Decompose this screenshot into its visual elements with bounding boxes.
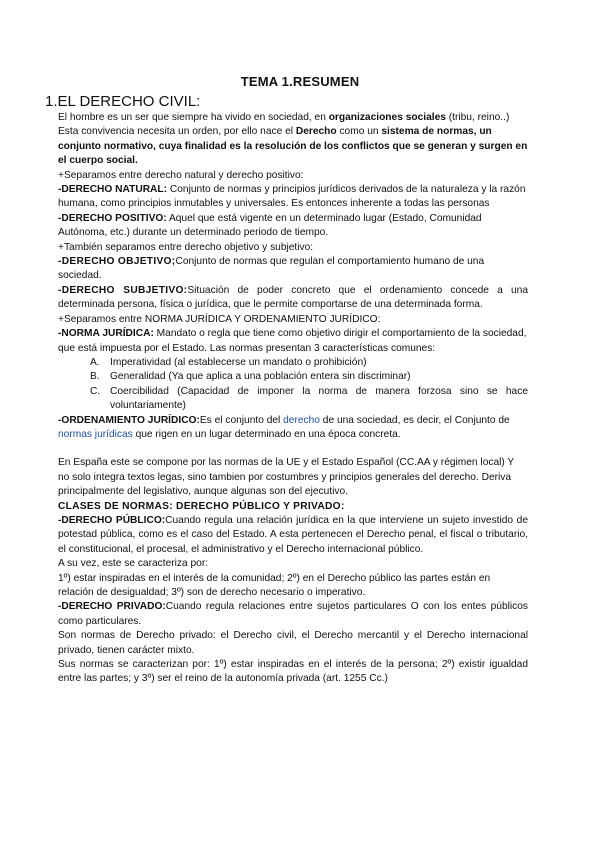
intro-paragraph bbox=[58, 111, 528, 169]
text-norma: Mandato o regla que tiene como objetivo dirigir el comportamiento de la sociedad, que está impuesta por el Estado. Las normas presentan 3 características comunes: bbox=[58, 328, 527, 354]
list-item-text: Generalidad (Ya que aplica a una población entera sin discriminar) bbox=[110, 371, 411, 383]
term-privado: -DERECHO PRIVADO: bbox=[58, 601, 166, 613]
text-positivo: Aquel que está vigente en un determinado lugar (Estado, Comunidad Autónoma, etc.) durante un determinado periodo de tiempo. bbox=[58, 212, 482, 239]
list-item bbox=[58, 385, 528, 414]
list-marker: A. bbox=[90, 356, 100, 368]
intro-text-2: (tribu, reino..) Esta convivencia necesita un orden, por ello nace el bbox=[58, 112, 510, 138]
term-positivo: -DERECHO POSITIVO: bbox=[58, 212, 167, 224]
ordenamiento-text-1: Es el conjunto del bbox=[199, 414, 284, 426]
privado-normas: Son normas de Derecho privado: el Derecho civil, el Derecho mercantil y el Derecho internacional privado, tienen carácter mixto. bbox=[58, 630, 528, 656]
list-item bbox=[58, 356, 528, 370]
list-marker: B. bbox=[90, 371, 100, 383]
term-ordenamiento: -ORDENAMIENTO JURÍDICO: bbox=[58, 414, 200, 426]
definition-natural bbox=[58, 183, 528, 212]
term-norma: -NORMA JURÍDICA: bbox=[58, 328, 154, 340]
term-natural: -DERECHO NATURAL: bbox=[58, 184, 168, 196]
definition-publico bbox=[58, 514, 528, 557]
espana-paragraph: En España este se compone por las normas de la UE y el Estado Español (CC.AA y régimen local) Y no solo integra textos legas, sino tambien por costumbres y principios generales del derecho. Deriva principalmente del legislativo, aunque algunas son del ejecutivo. bbox=[58, 457, 515, 498]
term-subjetivo: -DERECHO SUBJETIVO: bbox=[58, 284, 188, 296]
text-publico: Cuando regula una relación jurídica en la que interviene un sujeto investido de potestad pública, como es el caso del Estado. A esta pertenecen el Derecho penal, el fiscal o tributario, el constitucional, el procesal, el administrativo y el Derecho internacional público. bbox=[58, 514, 528, 555]
intro-bold-2: Derecho bbox=[295, 126, 337, 138]
definition-norma bbox=[58, 327, 528, 356]
intro-bold-3: sistema de normas, un conjunto normativo, cuya finalidad es la resolución de los conflictos que se generan y surgen en el cuerpo social. bbox=[58, 126, 528, 167]
text-natural: Conjunto de normas y principios jurídicos derivados de la naturaleza y la razón humana, como principios inmutables y universales. Es entonces inherente a todas las personas bbox=[58, 184, 526, 210]
definition-objetivo bbox=[58, 255, 528, 284]
link-derecho[interactable]: derecho bbox=[283, 414, 320, 426]
separator-natural-positivo: +Separamos entre derecho natural y derecho positivo: bbox=[58, 169, 304, 181]
ordenamiento-text-3: que rigen en un lugar determinado en una época concreta. bbox=[132, 428, 401, 440]
definition-positivo bbox=[58, 212, 528, 241]
definition-privado bbox=[58, 600, 528, 629]
link-normas-juridicas[interactable]: normas jurídicas bbox=[58, 428, 133, 440]
text-subjetivo: Situación de poder concreto que el ordenamiento concede a una determinada persona, física o jurídica, que le permite comportarse de una determinada forma. bbox=[58, 284, 528, 311]
definition-ordenamiento bbox=[58, 414, 528, 443]
spacer bbox=[58, 442, 528, 456]
list-item-text: Coercibilidad (Capacidad de imponer la norma de manera forzosa sino se hace voluntariamente) bbox=[110, 385, 528, 412]
section-heading: 1.EL DERECHO CIVIL: bbox=[45, 93, 201, 110]
intro-text-1: El hombre es un ser que siempre ha vivido en sociedad, en bbox=[58, 112, 329, 123]
text-privado: Cuando regula relaciones entre sujetos particulares O con los entes públicos como particulares. bbox=[58, 601, 528, 627]
document-body bbox=[58, 111, 528, 687]
publico-caracteriza: A su vez, este se caracteriza por: bbox=[58, 558, 209, 570]
clases-heading bbox=[58, 500, 528, 514]
list-item-text: Imperatividad (al establecerse un mandato o prohibición) bbox=[110, 356, 367, 368]
clases-heading-text: CLASES DE NORMAS: DERECHO PÚBLICO Y PRIVADO: bbox=[58, 500, 345, 512]
text-objetivo: Conjunto de normas que regulan el comportamiento humano de una sociedad. bbox=[58, 256, 485, 282]
term-objetivo: -DERECHO OBJETIVO; bbox=[58, 256, 176, 268]
separator-norma-ordenamiento: +Separamos entre NORMA JURÍDICA Y ORDENAMIENTO JURÍDICO: bbox=[58, 313, 381, 325]
list-item bbox=[58, 370, 528, 384]
document-title: TEMA 1.RESUMEN bbox=[240, 74, 360, 89]
separator-objetivo-subjetivo: +También separamos entre derecho objetivo y subjetivo: bbox=[58, 241, 314, 253]
characteristics-list bbox=[58, 356, 528, 414]
definition-subjetivo bbox=[58, 284, 528, 313]
intro-bold-1: organizaciones sociales bbox=[328, 112, 446, 123]
publico-rasgos: 1º) estar inspiradas en el interés de la comunidad; 2º) en el Derecho público las partes están en relación de desigualdad; 3º) son de derecho necesario o imperativo. bbox=[58, 572, 491, 598]
intro-text-3: como un bbox=[336, 126, 382, 138]
term-publico: -DERECHO PÚBLICO: bbox=[58, 514, 166, 526]
privado-rasgos: Sus normas se caracterizan por: 1º) estar inspiradas en el interés de la persona; 2º) existir igualdad entre las partes; y 3º) ser el reino de la autonomía privada (art. 1255 Cc.) bbox=[58, 659, 528, 685]
ordenamiento-text-2: de una sociedad, es decir, el Conjunto de bbox=[319, 414, 510, 426]
list-marker: C. bbox=[90, 385, 101, 397]
